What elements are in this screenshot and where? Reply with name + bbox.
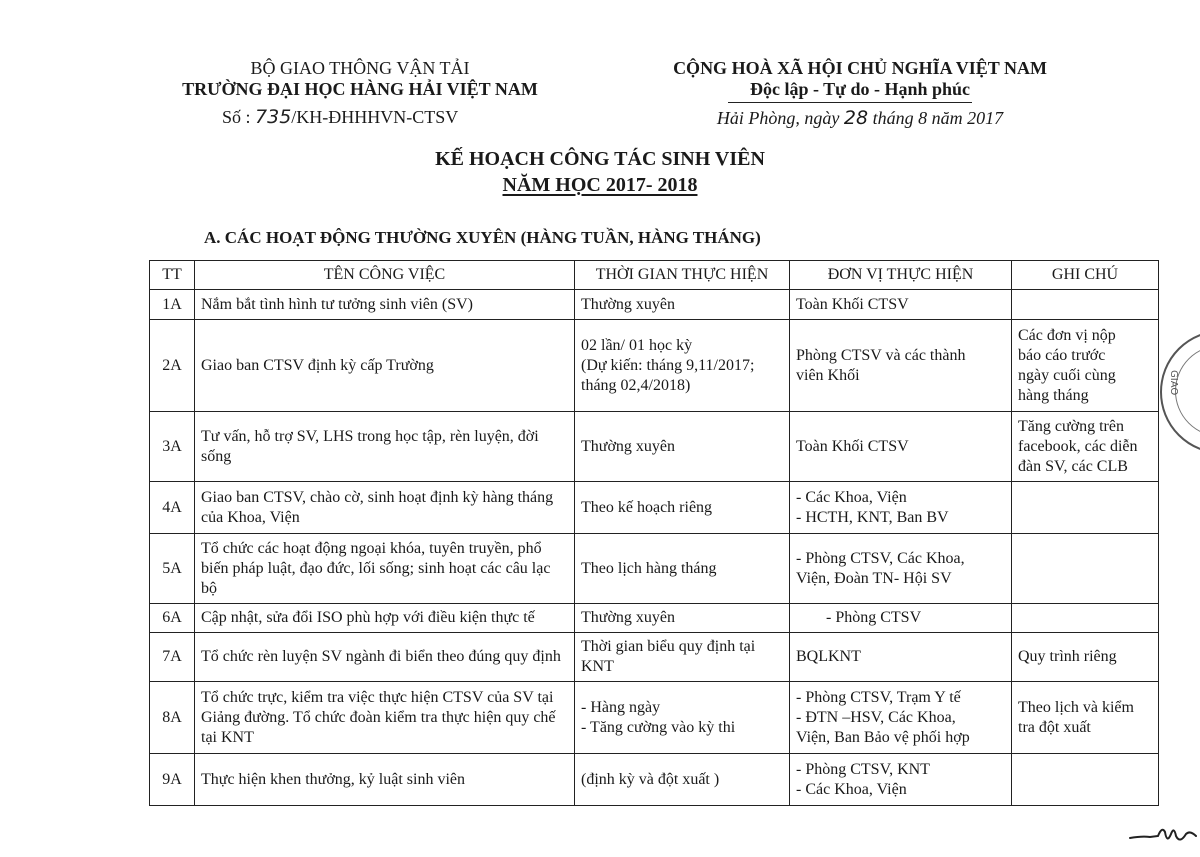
row-note (1012, 482, 1159, 534)
row-note (1012, 412, 1159, 482)
note-line: Quy trình riêng (1018, 648, 1117, 665)
note-line: báo cáo trước (1018, 346, 1106, 364)
time-line: - Tăng cường vào kỳ thi (581, 718, 736, 736)
row-tt: 5A (150, 534, 195, 604)
plan-year-text: NĂM HỌC 2017- 2018 (502, 174, 698, 196)
signature-mark (1128, 822, 1198, 852)
row-unit (790, 482, 1012, 534)
document-number (222, 106, 522, 128)
date-day-handwritten: 28 (843, 107, 869, 129)
unit-line: - Phòng CTSV, Trạm Y tế (796, 688, 961, 706)
note-line: ngày cuối cùng (1018, 366, 1116, 384)
row-task: Giao ban CTSV định kỳ cấp Trường (195, 320, 575, 412)
row-note (1012, 754, 1159, 806)
row-time (575, 412, 790, 482)
header-time: THỜI GIAN THỰC HIỆN (575, 261, 790, 290)
row-tt: 6A (150, 604, 195, 633)
table-row (150, 604, 1159, 633)
row-tt: 1A (150, 290, 195, 320)
header-unit: ĐƠN VỊ THỰC HIỆN (790, 261, 1012, 290)
table-row (150, 482, 1159, 534)
note-line: Theo lịch và kiểm (1018, 698, 1134, 716)
unit-line: - Các Khoa, Viện (796, 488, 907, 506)
note-line: Các đơn vị nộp (1018, 326, 1116, 344)
row-note (1012, 290, 1159, 320)
header-task: TÊN CÔNG VIỆC (195, 261, 575, 290)
republic-name: CỘNG HOÀ XÃ HỘI CHỦ NGHĨA VIỆT NAM (673, 58, 1047, 78)
row-time (575, 290, 790, 320)
unit-line: - HCTH, KNT, Ban BV (796, 508, 949, 526)
row-note (1012, 633, 1159, 682)
time-line: tháng 02,4/2018) (581, 376, 691, 394)
unit-line: viên Khối (796, 366, 860, 384)
date-line (640, 107, 1080, 129)
row-tt: 7A (150, 633, 195, 682)
row-time (575, 633, 790, 682)
plan-title: KẾ HOẠCH CÔNG TÁC SINH VIÊN (435, 148, 765, 170)
table-header-row (150, 261, 1159, 290)
header-note: GHI CHÚ (1012, 261, 1159, 290)
unit-line: BQLKNT (796, 648, 861, 665)
table-row (150, 534, 1159, 604)
row-time (575, 534, 790, 604)
time-line: Thời gian biểu quy định tại (581, 638, 756, 655)
unit-line: - Phòng CTSV (826, 609, 922, 626)
table-row (150, 320, 1159, 412)
university-name: TRƯỜNG ĐẠI HỌC HÀNG HẢI VIỆT NAM (182, 79, 538, 99)
date-prefix: Hải Phòng, ngày (716, 108, 840, 128)
row-time (575, 682, 790, 754)
time-line: Thường xuyên (581, 295, 676, 313)
table-row (150, 682, 1159, 754)
row-unit (790, 290, 1012, 320)
time-line: - Hàng ngày (581, 698, 661, 716)
section-heading: A. CÁC HOẠT ĐỘNG THƯỜNG XUYÊN (HÀNG TUẦN, HÀNG THÁNG) (204, 228, 761, 247)
note-line: tra đột xuất (1018, 718, 1091, 736)
national-motto: Độc lập - Tự do - Hạnh phúc (749, 79, 971, 99)
row-task: Thực hiện khen thưởng, kỷ luật sinh viên (195, 754, 575, 806)
time-line: 02 lần/ 01 học kỳ (581, 336, 693, 354)
stamp-text: GIAO (1168, 370, 1179, 396)
unit-line: Toàn Khối CTSV (796, 437, 909, 455)
row-task: Cập nhật, sửa đổi ISO phù hợp với điều kiện thực tế (195, 604, 575, 633)
row-unit (790, 604, 1012, 633)
time-line: KNT (581, 658, 614, 675)
row-time (575, 482, 790, 534)
unit-line: - Các Khoa, Viện (796, 780, 907, 798)
row-tt: 9A (150, 754, 195, 806)
date-suffix: tháng 8 năm 2017 (872, 108, 1004, 128)
time-line: Theo lịch hàng tháng (581, 559, 717, 577)
doc-number-prefix: Số : (222, 107, 251, 127)
row-note (1012, 604, 1159, 633)
note-line: hàng tháng (1018, 386, 1089, 404)
unit-line: Viện, Ban Bảo vệ phối hợp (796, 728, 970, 746)
note-line: Tăng cường trên (1018, 417, 1124, 435)
doc-number-code: /KH-ĐHHHVN-CTSV (291, 107, 459, 127)
row-task: Tổ chức rèn luyện SV ngành đi biển theo đúng quy định (195, 633, 575, 682)
row-note (1012, 320, 1159, 412)
unit-line: Viện, Đoàn TN- Hội SV (796, 569, 952, 587)
time-line: Theo kế hoạch riêng (581, 498, 713, 516)
row-time (575, 604, 790, 633)
row-tt: 3A (150, 412, 195, 482)
plan-year (300, 174, 900, 197)
row-task: Nắm bắt tình hình tư tưởng sinh viên (SV) (195, 290, 575, 320)
table-row (150, 290, 1159, 320)
row-unit (790, 682, 1012, 754)
table-row (150, 633, 1159, 682)
row-tt: 4A (150, 482, 195, 534)
plan-table (149, 260, 1159, 806)
time-line: (định kỳ và đột xuất ) (581, 770, 720, 788)
table-row (150, 412, 1159, 482)
row-unit (790, 320, 1012, 412)
table-row (150, 754, 1159, 806)
row-time (575, 754, 790, 806)
row-time (575, 320, 790, 412)
time-line: Thường xuyên (581, 609, 676, 626)
row-unit (790, 633, 1012, 682)
unit-line: Toàn Khối CTSV (796, 295, 909, 313)
row-task: Tư vấn, hỗ trợ SV, LHS trong học tập, rèn luyện, đời sống (195, 412, 575, 482)
unit-line: - ĐTN –HSV, Các Khoa, (796, 708, 956, 726)
unit-line: - Phòng CTSV, Các Khoa, (796, 549, 965, 567)
note-line: facebook, các diễn (1018, 437, 1138, 455)
row-task: Tổ chức trực, kiểm tra việc thực hiện CTSV của SV tại Giảng đường. Tổ chức đoàn kiểm tra thực hiện quy chế tại KNT (195, 682, 575, 754)
row-task: Tổ chức các hoạt động ngoại khóa, tuyên truyền, phổ biến pháp luật, đạo đức, lối sống; sinh hoạt các câu lạc bộ (195, 534, 575, 604)
row-note (1012, 534, 1159, 604)
doc-number-handwritten: 735 (255, 106, 292, 128)
ministry-name: BỘ GIAO THÔNG VẬN TẢI (250, 58, 470, 78)
row-tt: 8A (150, 682, 195, 754)
header-tt: TT (150, 261, 195, 290)
unit-line: Phòng CTSV và các thành (796, 346, 966, 364)
note-line: đàn SV, các CLB (1018, 457, 1128, 475)
row-unit (790, 754, 1012, 806)
unit-line: - Phòng CTSV, KNT (796, 760, 930, 778)
row-note (1012, 682, 1159, 754)
row-tt: 2A (150, 320, 195, 412)
time-line: (Dự kiến: tháng 9,11/2017; (581, 356, 755, 374)
motto-underline (728, 102, 972, 103)
row-unit (790, 534, 1012, 604)
row-task: Giao ban CTSV, chào cờ, sinh hoạt định kỳ hàng tháng của Khoa, Viện (195, 482, 575, 534)
row-unit (790, 412, 1012, 482)
time-line: Thường xuyên (581, 437, 676, 455)
